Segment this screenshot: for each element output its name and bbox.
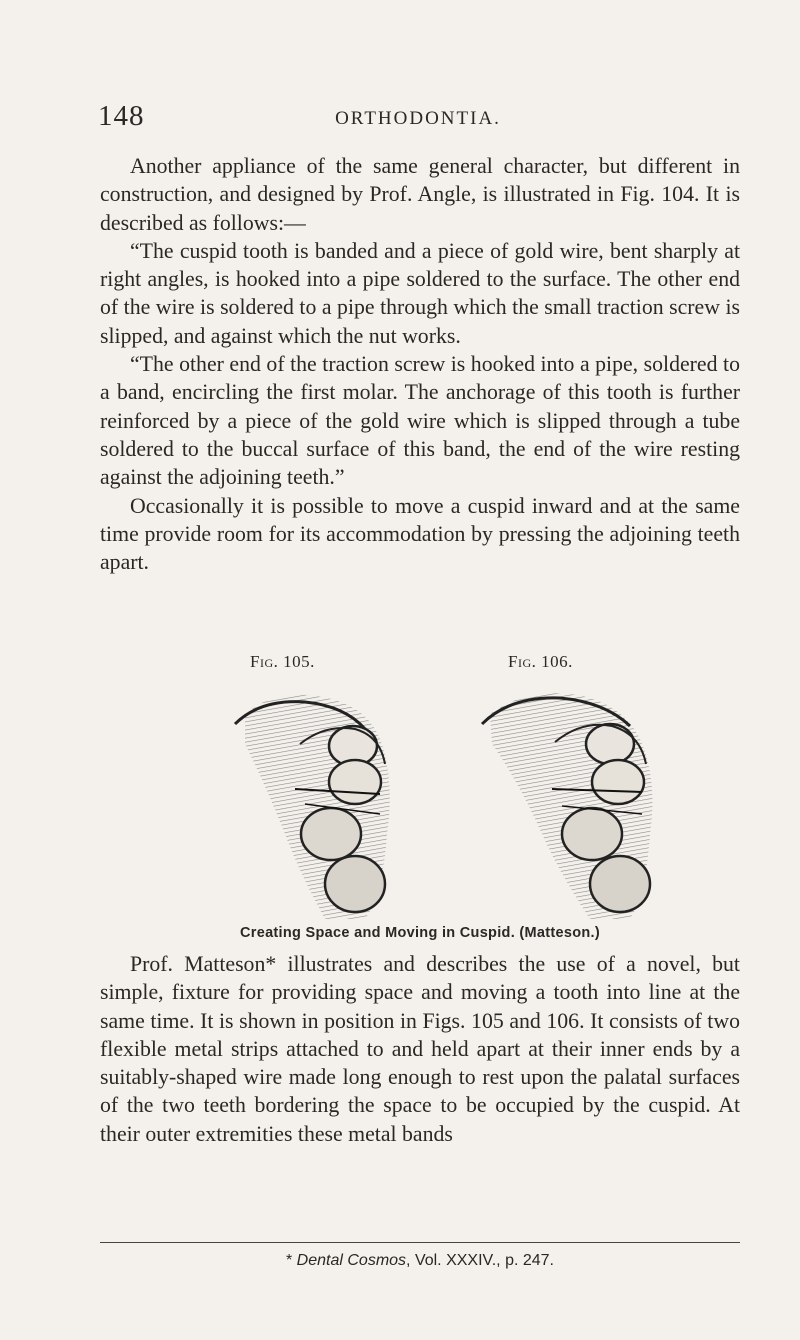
paragraph: “The other end of the traction screw is hooked into a pipe, soldered to a band, encircling the first molar. The anchorage of this tooth is further reinforced by a piece of the gold wire which is slipped through a tube soldered to the buccal surface of this band, the end of the wire resting against the adjoining teeth.” — [100, 352, 740, 490]
figure-caption: Creating Space and Moving in Cuspid. (Matteson.) — [239, 925, 600, 941]
paragraph: Prof. Matteson* illustrates and describes the use of a novel, but simple, fixture for providing space and moving a tooth into line at the same time. It is shown in position in Figs. 105 and 106. It consists of two flexible metal strips attached to and held apart at their inner ends by a suitably-shaped wire made long enough to rest upon the palatal surfaces of the two teeth bordering the space to be occupied by the cuspid. At their outer extremities these metal bands — [100, 952, 740, 1146]
paragraph: Another appliance of the same general character, but different in construction, and designed by Prof. Angle, is illustrated in Fig. 104. It is described as follows:— — [100, 154, 740, 235]
page-header — [98, 100, 738, 140]
footnote-marker: * — [286, 1252, 297, 1269]
fig-105-illustration — [205, 684, 435, 924]
figure-labels — [100, 652, 740, 678]
page-number: 148 — [98, 100, 145, 132]
fig-105-label: Fig. 105. — [250, 652, 315, 671]
paragraph: “The cuspid tooth is banded and a piece of gold wire, bent sharply at right angles, is hooked into a pipe soldered to the surface. The other end of the wire is soldered to a pipe through which the small traction screw is slipped, and against which the nut works. — [100, 238, 740, 348]
fig-106-illustration — [470, 684, 700, 924]
top-text-block — [100, 152, 740, 576]
fig-106-label: Fig. 106. — [508, 652, 573, 671]
paragraph: Occasionally it is possible to move a cuspid inward and at the same time provide room for its accommodation by pressing the adjoining teeth apart. — [100, 493, 740, 575]
footnote-rest: , Vol. XXXIV., p. 247. — [406, 1252, 554, 1269]
bottom-text-block — [100, 950, 740, 1148]
running-head: ORTHODONTIA. — [335, 108, 501, 129]
footnote-rule — [100, 1242, 740, 1243]
footnote — [100, 1252, 740, 1270]
footnote-journal: Dental Cosmos — [296, 1252, 407, 1269]
